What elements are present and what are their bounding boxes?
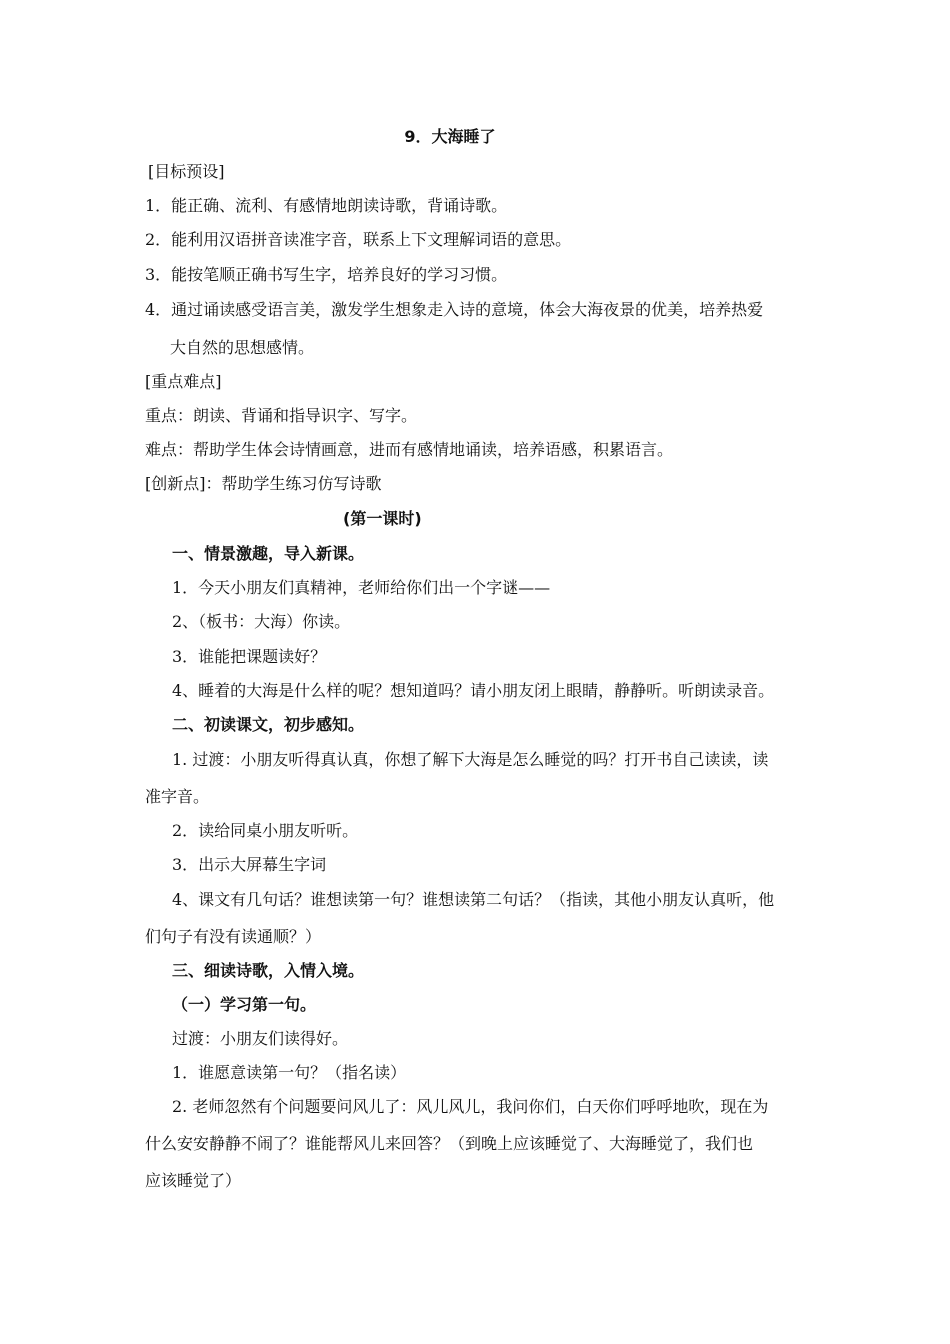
section-3-item: 1．谁愿意读第一句？（指名读） xyxy=(172,1063,407,1082)
section-3-item-continuation: 什么安安静静不闹了？谁能帮风儿来回答？（到晚上应该睡觉了、大海睡觉了，我们也 xyxy=(145,1134,754,1153)
goal-item: 4．通过诵读感受语言美，激发学生想象走入诗的意境，体会大海夜景的优美，培养热爱 xyxy=(145,300,764,319)
goal-item: 3．能按笔顺正确书写生字，培养良好的学习习惯。 xyxy=(145,265,508,284)
section-2-item: 2．读给同桌小朋友听听。 xyxy=(172,821,359,840)
goal-item-continuation: 大自然的思想感情。 xyxy=(170,338,315,357)
document-title: 9．大海睡了 xyxy=(404,127,496,146)
section-2-item: 3．出示大屏幕生字词 xyxy=(172,855,327,874)
section-2-item-continuation: 准字音。 xyxy=(145,787,210,806)
section-1-item: 2、（板书：大海）你读。 xyxy=(172,612,351,631)
section-3-subtitle: （一）学习第一句。 xyxy=(172,995,317,1014)
goal-item: 2．能利用汉语拼音读准字音，联系上下文理解词语的意思。 xyxy=(145,230,572,249)
goals-header: [目标预设] xyxy=(148,162,225,181)
section-1-title: 一、情景激趣，导入新课。 xyxy=(172,544,365,563)
section-2-item: 1. 过渡：小朋友听得真认真，你想了解下大海是怎么睡觉的吗？打开书自己读读，读 xyxy=(172,750,769,769)
section-1-item: 1．今天小朋友们真精神，老师给你们出一个字谜—— xyxy=(172,578,551,597)
lesson-heading: (第一课时) xyxy=(343,509,422,528)
goal-item: 1．能正确、流利、有感情地朗读诗歌，背诵诗歌。 xyxy=(145,196,508,215)
section-2-item: 4、课文有几句话？谁想读第一句？谁想读第二句话？（指读，其他小朋友认真听，他 xyxy=(172,890,775,909)
key-points-header: [重点难点] xyxy=(145,372,222,391)
section-2-item-continuation: 们句子有没有读通顺？） xyxy=(145,927,322,946)
key-point: 重点：朗读、背诵和指导识字、写字。 xyxy=(145,406,418,425)
section-2-title: 二、初读课文，初步感知。 xyxy=(172,715,365,734)
innovation-point: [创新点]：帮助学生练习仿写诗歌 xyxy=(145,474,382,493)
section-3-item: 过渡：小朋友们读得好。 xyxy=(172,1029,349,1048)
section-1-item: 3．谁能把课题读好？ xyxy=(172,647,327,666)
section-3-title: 三、细读诗歌，入情入境。 xyxy=(172,961,365,980)
section-1-item: 4、睡着的大海是什么样的呢？想知道吗？请小朋友闭上眼睛，静静听。听朗读录音。 xyxy=(172,681,775,700)
difficult-point: 难点：帮助学生体会诗情画意，进而有感情地诵读，培养语感，积累语言。 xyxy=(145,440,674,459)
section-3-item: 2. 老师忽然有个问题要问风儿了：风儿风儿，我问你们，白天你们呼呼地吹，现在为 xyxy=(172,1097,769,1116)
section-3-item-continuation: 应该睡觉了） xyxy=(145,1171,242,1190)
